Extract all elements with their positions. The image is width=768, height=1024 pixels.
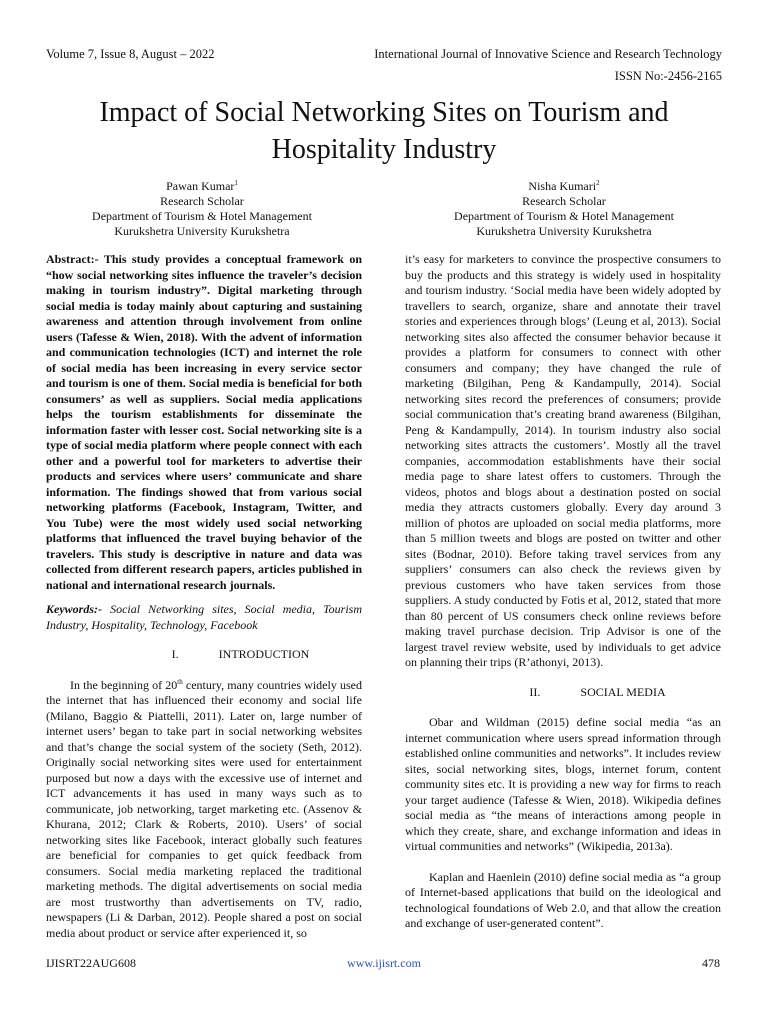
author-role: Research Scholar: [522, 194, 606, 208]
page-number: 478: [702, 956, 720, 970]
author-name: Pawan Kumar$^1$: [166, 179, 238, 193]
section-heading-introduction: I. INTRODUCTION: [171, 647, 310, 661]
intro-continuation: it’s easy for marketers to convince the prospective consumers to buy the products and this strategy is widely used in hospitality and tourism industry. ‘Social media have been widely adopted by travellers to search, organize, share and annotate their travel stories and experiences through blogs’ (Leung et al, 2013). Social networking sites also affected the consumer behavior because it provides a platform for consumers to connect with other consumers and company; they have changed the rule of marketing (Bilgihan, Peng & Kandampully, 2014). Social networking sites record the preferences of consumers; provide social communication that’s creating brand awareness (Bilgihan, Peng & Kandampully, 2014). In tourism industry also social networking sites attracts the customers’. Mostly all the travel companies, accommodation establishments have their social media page to share latest offers to customers. Through the videos, photos and blogs about a destination posted on social media they attracts customers globally. Every day around 3 million of photos are uploaded on social media platforms, more than 5 million tweets and blogs are posted on twitter and other sites (Bodnar, 2010). Before taking travel services from any suppliers’ consumers can also check the reviews given by previous customers who have taken services from those suppliers. A study conducted by Fotis et al, 2012, stated that more than 80 percent of US consumers check online reviews before making travel purchase decision. Trip Advisor is one of the largest travel review website, used by individuals to get advice on planning their trips (R’athonyi, 2013).: [405, 252, 721, 669]
author-role: Research Scholar: [160, 194, 244, 208]
volume-issue: Volume 7, Issue 8, August – 2022: [46, 47, 215, 61]
right-column: [405, 252, 721, 932]
issn: ISSN No:-2456-2165: [614, 69, 722, 83]
section-heading-social-media: II. SOCIAL MEDIA: [529, 684, 666, 699]
intro-paragraph: In the beginning of 20th century, many countries widely used the internet that has influenced their economy and social life (Milano, Baggio & Piattelli, 2011). Later on, large number of internet users’ began to take part in social networking websites and that’s change the social system of the society (Seth, 2012). Originally social networking sites were used for entertainment purposed but now a days with the excessive use of internet and ICT advancements it has used in many ways such as to communicate, job networking, target marketing etc. (Assenov & Khurana, 2012; Clark & Roberts, 2010). Users’ of social networking sites like Facebook, interact globally such features are beneficial for companies to get quick feedback from consumers. Social media marketing replaced the traditional marketing methods. The digital advertisements on social media are most trustworthy than advertisements on TV, radio, newspapers (Li & Darban, 2012). People shared a post on social media about product or service after experienced it, so: [46, 677, 362, 940]
journal-website-link[interactable]: www.ijisrt.com: [347, 956, 421, 970]
social-media-paragraph-1: Obar and Wildman (2015) define social media “as an internet communication where users spread information through established online communities and networks”. It includes review sites, social networking sites, blogs, internet forum, content community sites etc. It is providing a new way for firms to reach your target audience (Tafesse & Wien, 2018). Wikipedia defines social media as “the means of interactions among people in which they create, share, and exchange information and ideas in virtual communities and networks” (Wikipedia, 2013a).: [405, 715, 721, 853]
author-2: [414, 179, 714, 239]
paper-title: Impact of Social Networking Sites on Tourism and Hospitality Industry: [99, 97, 669, 165]
keywords: Keywords:- Social Networking sites, Social media, Tourism Industry, Hospitality, Technology, Facebook: [46, 602, 363, 632]
author-department: Department of Tourism & Hotel Management: [454, 209, 674, 223]
author-1: [52, 179, 352, 239]
journal-name: International Journal of Innovative Science and Research Technology: [374, 47, 722, 61]
left-column: [46, 252, 362, 941]
author-name: Nisha Kumari$^2$: [528, 179, 600, 193]
author-department: Department of Tourism & Hotel Management: [92, 209, 312, 223]
paper-code: IJISRT22AUG608: [46, 956, 136, 970]
abstract: Abstract:- This study provides a conceptual framework on “how social networking sites influence the traveler’s decision making in tourism industry”. Digital marketing through social media is today mainly about capturing and sustaining awareness and attention through involvement from online users (Tafesse & Wien, 2018). With the advent of information and communication technologies (ICT) and internet the role of social media has been increasing in every service sector and tourism is one of them. Social media is beneficial for both consumers’ as well as suppliers. Social media applications helps the tourism establishments for disseminate the information faster with lesser cost. Social networking site is a type of social media platform where people connect with each other and a powerful tool for marketers to advertise their products and services where users’ communicate and share information. The findings showed that from various social networking platforms (Facebook, Instagram, Twitter, and You Tube) were the most widely used social networking platforms that influenced the travel buying behavior of the travelers. This study is descriptive in nature and data was collected from different research papers, articles published in national and international research journals.: [46, 252, 362, 592]
social-media-paragraph-2: Kaplan and Haenlein (2010) define social media as “a group of Internet-based applications that build on the ideological and technological foundations of Web 2.0, and that allow the creation and exchange of user-generated content”.: [405, 869, 721, 930]
author-university: Kurukshetra University Kurukshetra: [114, 224, 290, 238]
author-university: Kurukshetra University Kurukshetra: [476, 224, 652, 238]
